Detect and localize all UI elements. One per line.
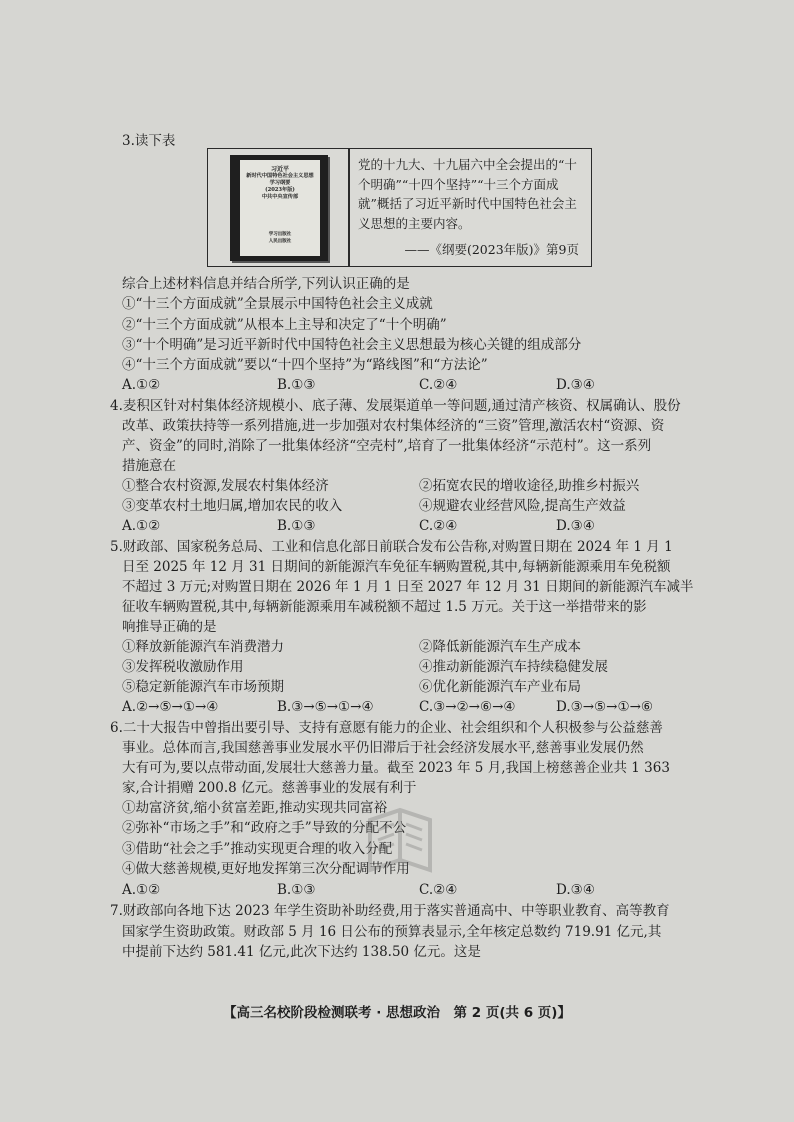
q5-item-3: ③发挥税收激励作用 <box>122 659 244 675</box>
card-source: ——《纲要(2023年版)》第9页 <box>404 242 579 257</box>
q3-item-1: ①“十三个方面成就”全景展示中国特色社会主义成就 <box>122 296 433 312</box>
q6-option-d: D.③④ <box>556 882 595 898</box>
q5-option-a: A.②→⑤→①→④ <box>122 699 219 715</box>
page-footer: 【高三名校阶段检测联考 · 思想政治 第 2 页(共 6 页)】 <box>223 1005 571 1021</box>
q3-option-b: B.①③ <box>277 377 316 393</box>
q6-option-b: B.①③ <box>277 882 316 898</box>
q5-option-d: D.③→⑤→①→⑥ <box>556 699 653 715</box>
q7-line-2: 国家学生资助政策。财政部 5 月 16 日公布的预算表显示,全年核定总数约 719.91 亿元,其 <box>122 924 662 940</box>
q4-option-a: A.①② <box>122 518 161 534</box>
book-line: (2023年版) <box>265 187 295 193</box>
q6-option-a: A.①② <box>122 882 161 898</box>
book-line: 习近平 <box>270 166 289 173</box>
q5-line-3: 不超过 3 万元;对购置日期在 2026 年 1 月 1 日至 2027 年 12 月 31 日期间的新能源汽车减半 <box>122 579 694 595</box>
q4-option-b: B.①③ <box>277 518 316 534</box>
q5-line-4: 征收车辆购置税,其中,每辆新能源乘用车减税额不超过 1.5 万元。关于这一举措带来的影 <box>122 599 647 615</box>
q4-line-4: 措施意在 <box>122 458 176 474</box>
q6-line-1: 6.二十大报告中曾指出要引导、支持有意愿有能力的企业、社会组织和个人积极参与公益慈善 <box>110 720 663 736</box>
q6-line-3: 大有可为,要以点带动面,发展壮大慈善力量。截至 2023 年 5 月,我国上榜慈善企业共 1 363 <box>122 760 670 776</box>
q7-line-3: 中提前下达约 581.41 亿元,此次下达约 138.50 亿元。这是 <box>122 944 481 960</box>
q6-item-4: ④做大慈善规模,更好地发挥第三次分配调节作用 <box>122 861 410 877</box>
book-line: 新时代中国特色社会主义思想 <box>246 173 314 179</box>
q5-item-2: ②降低新能源汽车生产成本 <box>419 639 581 655</box>
q5-item-5: ⑤稳定新能源汽车市场预期 <box>122 679 284 695</box>
q3-item-2: ②“十三个方面成就”从根本上主导和决定了“十个明确” <box>122 317 447 333</box>
q4-option-c: C.②④ <box>419 518 458 534</box>
q5-line-2: 日至 2025 年 12 月 31 日期间的新能源汽车免征车辆购置税,其中,每辆新能源乘用车免税额 <box>122 559 671 575</box>
q4-item-1: ①整合农村资源,发展农村集体经济 <box>122 478 329 494</box>
book-watermark-icon <box>360 790 440 880</box>
q4-item-2: ②拓宽农民的增收途径,助推乡村振兴 <box>419 478 640 494</box>
q5-item-6: ⑥优化新能源汽车产业布局 <box>419 679 581 695</box>
q4-item-4: ④规避农业经营风险,提高生产效益 <box>419 498 626 514</box>
q6-item-2: ②弥补“市场之手”和“政府之手”导致的分配不公 <box>122 820 407 836</box>
q4-line-1: 4.麦积区针对村集体经济规模小、底子薄、发展渠道单一等问题,通过清产核资、权属确认、股份 <box>110 398 681 414</box>
book-publisher: 学习出版社 <box>268 232 292 237</box>
q7-line-1: 7.财政部向各地下达 2023 年学生资助补助经费,用于落实普通高中、中等职业教育、高等教育 <box>110 903 670 919</box>
q5-line-5: 响推导正确的是 <box>122 619 217 635</box>
q3-option-c: C.②④ <box>419 377 458 393</box>
q5-line-1: 5.财政部、国家税务总局、工业和信息化部日前联合发布公告称,对购置日期在 2024 年 1 月 1 <box>110 539 673 555</box>
q3-item-3: ③“十个明确”是习近平新时代中国特色社会主义思想最为核心关键的组成部分 <box>122 337 582 353</box>
q6-option-c: C.②④ <box>419 882 458 898</box>
q4-item-3: ③变革农村土地归属,增加农民的收入 <box>122 498 343 514</box>
q4-line-2: 改革、政策扶持等一系列措施,进一步加强对农村集体经济的“三资”管理,激活农村“资源、资 <box>122 418 665 434</box>
q6-item-3: ③借助“社会之手”推动实现更合理的收入分配 <box>122 841 393 857</box>
q3-stem: 综合上述材料信息并结合所学,下列认识正确的是 <box>122 276 410 292</box>
book-cover-page <box>240 160 320 256</box>
q5-option-c: C.③→②→⑥→④ <box>419 699 516 715</box>
q3-material-card <box>207 148 592 267</box>
q4-line-3: 产、资金”的同时,消除了一批集体经济“空壳村”,培育了一批集体经济“示范村”。这一系列 <box>122 438 652 454</box>
q6-item-1: ①劫富济贫,缩小贫富差距,推动实现共同富裕 <box>122 800 388 816</box>
q3-heading: 3.读下表 <box>122 133 176 149</box>
book-publisher: 人民出版社 <box>268 239 292 244</box>
q3-option-a: A.①② <box>122 377 161 393</box>
book-line: 中共中央宣传部 <box>261 194 299 200</box>
q3-item-4: ④“十三个方面成就”要以“十四个坚持”为“路线图”和“方法论” <box>122 357 488 373</box>
q4-option-d: D.③④ <box>556 518 595 534</box>
book-line: 学习纲要 <box>269 180 291 186</box>
q6-line-4: 家,合计捐赠 200.8 亿元。慈善事业的发展有利于 <box>122 780 417 796</box>
card-divider <box>348 149 350 266</box>
q5-item-1: ①释放新能源汽车消费潜力 <box>122 639 284 655</box>
book-cover-image <box>230 155 328 261</box>
q3-option-d: D.③④ <box>556 377 595 393</box>
card-material-text: 党的十九大、十九届六中全会提出的“十个明确”“十四个坚持”“十三个方面成就”概括了习近平新时代中国特色社会主义思想的主要内容。 <box>358 157 577 231</box>
q5-option-b: B.③→⑤→①→④ <box>277 699 374 715</box>
q5-item-4: ④推动新能源汽车持续稳健发展 <box>419 659 608 675</box>
q6-line-2: 事业。总体而言,我国慈善事业发展水平仍旧滞后于社会经济发展水平,慈善事业发展仍然 <box>122 740 644 756</box>
